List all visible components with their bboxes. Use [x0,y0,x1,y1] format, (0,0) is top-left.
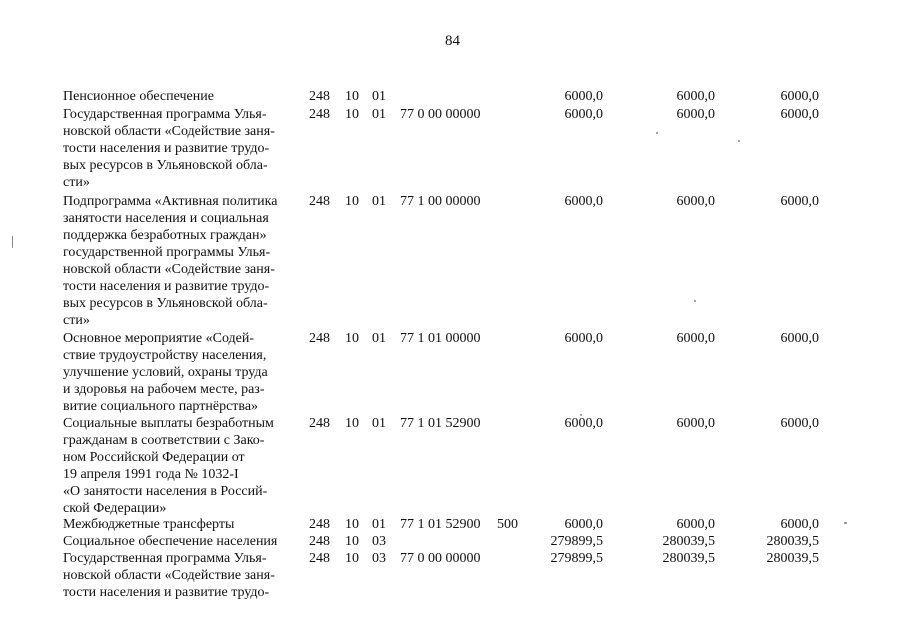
admin-code: 248 [309,416,330,431]
row-name-line: «О занятости населения в Россий- [63,484,268,499]
row-name [63,415,299,517]
amount-year-1: 6000,0 [564,89,603,104]
scan-speck [656,132,658,134]
amount-year-2: 6000,0 [676,416,715,431]
scan-speck [580,414,582,416]
section-code: 10 [345,331,359,346]
scan-speck [694,300,696,302]
row-name-line: гражданам в соответствии с Зако- [63,433,265,448]
row-name-line: Государственная программа Улья- [63,551,267,566]
amount-year-1: 6000,0 [564,107,603,122]
row-name [63,533,299,550]
amount-year-1: 6000,0 [564,331,603,346]
amount-year-2: 6000,0 [676,107,715,122]
row-name-line: вых ресурсов в Ульяновской обла- [63,158,268,173]
subsection-code: 01 [372,331,386,346]
admin-code: 248 [309,107,330,122]
scan-speck [738,140,740,142]
target-article-code: 77 0 00 00000 [400,551,481,566]
target-article-code: 77 1 01 00000 [400,331,481,346]
admin-code: 248 [309,194,330,209]
row-name-line: новской области «Содействие заня- [63,262,275,277]
row-name-line: тости населения и развитие трудо- [63,585,270,600]
row-name-line: Пенсионное обеспечение [63,89,214,104]
row-name-line: вых ресурсов в Ульяновской обла- [63,296,268,311]
amount-year-3: 280039,5 [766,534,819,549]
subsection-code: 01 [372,194,386,209]
target-article-code: 77 0 00 00000 [400,107,481,122]
row-name-line: ствие трудоустройству населения, [63,348,267,363]
row-name-line: и здоровья на рабочем месте, раз- [63,382,265,397]
amount-year-3: 6000,0 [780,416,819,431]
admin-code: 248 [309,331,330,346]
section-code: 10 [345,534,359,549]
amount-year-1: 279899,5 [550,534,603,549]
subsection-code: 03 [372,551,386,566]
amount-year-3: 280039,5 [766,551,819,566]
admin-code: 248 [309,517,330,532]
row-name [63,516,299,533]
row-name-line: витие социального партнёрства» [63,399,259,414]
amount-year-2: 280039,5 [662,551,715,566]
row-name [63,88,299,105]
row-name-line: тости населения и развитие трудо- [63,279,270,294]
row-name-line: улучшение условий, охраны труда [63,365,268,380]
section-code: 10 [345,194,359,209]
row-name-line: тости населения и развитие трудо- [63,141,270,156]
row-name-line: ской Федерации» [63,501,167,516]
row-name-line: новской области «Содействие заня- [63,568,275,583]
admin-code: 248 [309,534,330,549]
row-name [63,106,299,191]
amount-year-3: 6000,0 [780,517,819,532]
amount-year-2: 6000,0 [676,89,715,104]
amount-year-1: 6000,0 [564,517,603,532]
subsection-code: 01 [372,517,386,532]
amount-year-2: 6000,0 [676,331,715,346]
subsection-code: 01 [372,89,386,104]
scan-speck [844,522,847,524]
row-name-line: ном Российской Федерации от [63,450,245,465]
row-name-line: сти» [63,313,90,328]
row-name-line: Социальные выплаты безработным [63,416,274,431]
row-name-line: новской области «Содействие заня- [63,124,275,139]
section-code: 10 [345,416,359,431]
section-code: 10 [345,551,359,566]
amount-year-1: 6000,0 [564,416,603,431]
row-name [63,330,299,415]
target-article-code: 77 1 01 52900 [400,416,481,431]
subsection-code: 01 [372,107,386,122]
row-name-line: Межбюджетные трансферты [63,517,235,532]
amount-year-2: 6000,0 [676,517,715,532]
row-name [63,193,299,329]
expense-type-code: 500 [497,517,518,532]
row-name-line: Государственная программа Улья- [63,107,267,122]
section-code: 10 [345,89,359,104]
scan-speck [12,236,13,248]
row-name-line: 19 апреля 1991 года № 1032-I [63,467,239,482]
amount-year-2: 280039,5 [662,534,715,549]
target-article-code: 77 1 01 52900 [400,517,481,532]
row-name [63,550,299,601]
section-code: 10 [345,517,359,532]
amount-year-3: 6000,0 [780,107,819,122]
amount-year-1: 279899,5 [550,551,603,566]
row-name-line: сти» [63,175,90,190]
row-name-line: Основное мероприятие «Содей- [63,331,255,346]
amount-year-2: 6000,0 [676,194,715,209]
page-number: 84 [445,33,460,49]
amount-year-3: 6000,0 [780,331,819,346]
amount-year-3: 6000,0 [780,194,819,209]
admin-code: 248 [309,89,330,104]
amount-year-3: 6000,0 [780,89,819,104]
row-name-line: поддержка безработных граждан» [63,228,267,243]
section-code: 10 [345,107,359,122]
subsection-code: 01 [372,416,386,431]
subsection-code: 03 [372,534,386,549]
admin-code: 248 [309,551,330,566]
row-name-line: Подпрограмма «Активная политика [63,194,278,209]
target-article-code: 77 1 00 00000 [400,194,481,209]
amount-year-1: 6000,0 [564,194,603,209]
row-name-line: государственной программы Улья- [63,245,271,260]
row-name-line: занятости населения и социальная [63,211,269,226]
row-name-line: Социальное обеспечение населения [63,534,278,549]
